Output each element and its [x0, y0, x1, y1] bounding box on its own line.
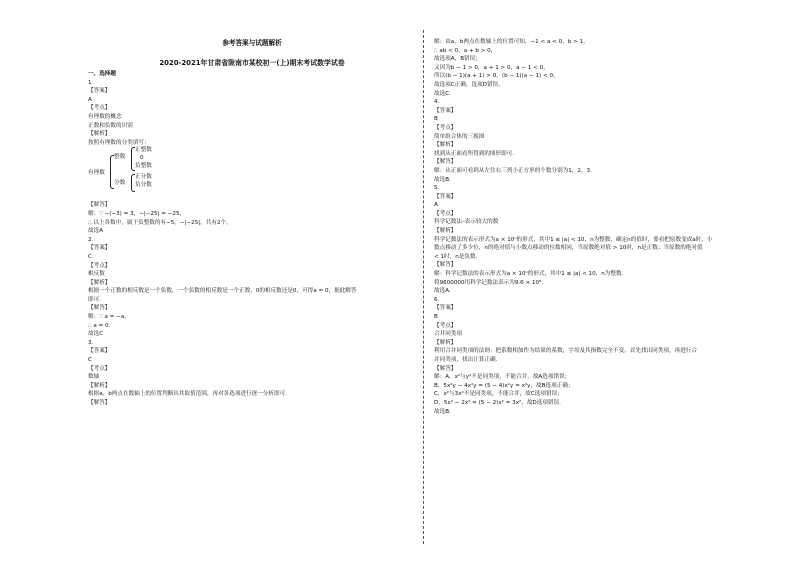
kaodian-item: 合并同类项 [434, 331, 462, 338]
answer-label: 【答案】 [434, 305, 457, 312]
jiexi-label: 【解析】 [434, 228, 457, 235]
kaodian-label: 【考点】 [434, 322, 457, 329]
tree-fraction: 分数 [114, 180, 126, 187]
left-column [88, 38, 416, 408]
kaodian-item: 相反数 [88, 271, 105, 278]
column-divider [423, 30, 424, 544]
answer-value: C [88, 253, 92, 260]
jiexi-label: 【解析】 [88, 131, 111, 138]
jieda-line: 故选C. [434, 90, 451, 97]
jiexi-text: 根据一个正数的相反数是一个负数，一个负数的相反数是一个正数，0的相反数还是0，可得a = 0，据此解答 [88, 288, 357, 295]
kaodian-label: 【考点】 [88, 105, 111, 112]
tree-leaf: 负整数 [135, 163, 152, 170]
tree-leaf: 正分数 [135, 174, 152, 181]
rational-number-classification-tree [88, 149, 416, 199]
kaodian-item: 科学记数法–表示较大的数 [434, 219, 499, 226]
jiexi-text: 根据a，b两点在数轴上的位置判断出其取值范围，再对各选项进行逐一分析即可. [88, 391, 287, 398]
answer-value: A [88, 96, 92, 103]
question-number: 2. [88, 236, 94, 243]
jiexi-label: 【解析】 [434, 339, 457, 346]
jiexi-text: 按照有理数的分类填写： [88, 139, 150, 146]
jiexi-label: 【解析】 [434, 142, 457, 149]
kaodian-item: 有理数的概念 [88, 113, 122, 120]
jieda-line: 故选项C正确，选项D错误。 [434, 81, 504, 88]
jiexi-text: 科学记数法的表示形式为a × 10ⁿ的形式，其中1 ≤ |a| < 10，n为整数，确定n的值时，要看把原数变成a时，小 [434, 236, 713, 243]
jieda-label: 【解答】 [88, 202, 111, 209]
question-number: 1. [88, 79, 94, 86]
jieda-line: D，5x² − 2x² = (5 − 2)x² = 3x²，故D选项错误. [434, 399, 561, 406]
tree-leaf: 负分数 [135, 182, 152, 189]
answer-value: A [434, 202, 438, 209]
jieda-line: ∴ a = 0. [88, 322, 111, 329]
jiexi-text: 利用合并同类项的法则：把系数相加作为结果的系数，字母及其指数完全不变，首先找出同类项，再进行合 [434, 348, 697, 355]
question-number: 6. [434, 296, 440, 303]
jiexi-label: 【解析】 [88, 382, 111, 389]
jieda-line: 解：∵ −(−3) = 3，−|−25| = −25， [88, 210, 186, 217]
kaodian-label: 【考点】 [434, 210, 457, 217]
kaodian-label: 【考点】 [88, 262, 111, 269]
jieda-line: 故选B. [434, 176, 451, 183]
tree-integer: 整数 [114, 154, 126, 161]
jieda-line: ∴ ab < 0，a + b > 0， [434, 47, 497, 54]
jieda-line: 解：由a，b两点在数轴上的位置可知，−1 < a < 0，b > 1， [434, 39, 589, 45]
jieda-line: 解：从正面可看到从左往右三列小正方形的个数分别为1，2，3. [434, 167, 592, 174]
jieda-line: 解：科学记数法的表示形式为a × 10ⁿ的形式，其中1 ≤ |a| < 10，n为整数. [434, 271, 624, 278]
jieda-line: 故选项A，B错误； [434, 56, 481, 63]
jieda-line: 故选B. [434, 408, 451, 415]
question-number: 3. [88, 339, 94, 346]
answer-label: 【答案】 [88, 245, 111, 252]
right-column [434, 38, 752, 416]
jieda-line: C，x²与3x²不是同类项，不能合并，故C选项错误； [434, 391, 563, 398]
jieda-line: 所以(b − 1)(a + 1) > 0，(b − 1)(a − 1) < 0， [434, 73, 559, 80]
jieda-line: 将9600000用科学记数法表示为9.6 × 10⁶. [434, 279, 544, 286]
jieda-line: 解：∵ a = −a， [88, 314, 130, 321]
jieda-label: 【解答】 [434, 262, 457, 269]
jiexi-text: 找到从正面看所得到的图形即可. [434, 150, 515, 157]
jieda-line: ∴ 以上各数中，属于负整数的有−5，−|−25|，共有2个。 [88, 219, 232, 226]
kaodian-item: 数轴 [88, 374, 100, 381]
jieda-label: 【解答】 [88, 400, 111, 406]
answer-label: 【答案】 [88, 88, 111, 95]
question-number: 4. [434, 99, 440, 106]
answer-value: B [434, 314, 438, 320]
jieda-label: 【解答】 [88, 305, 111, 312]
jiexi-text: < 1时，n是负数. [434, 253, 478, 260]
jieda-line: 故选A [88, 228, 104, 235]
jiexi-text: 并同类项，找出计算正确. [434, 356, 498, 363]
jieda-label: 【解答】 [434, 365, 457, 372]
jieda-line: B，5x²y − 4x²y = (5 − 4)x²y = x²y，故B选项正确； [434, 382, 574, 389]
tree-leaf: 0 [140, 155, 144, 162]
kaodian-label: 【考点】 [88, 365, 111, 372]
section-heading: 一、选择题 [88, 71, 116, 77]
jiexi-label: 【解析】 [88, 279, 111, 286]
jiexi-text: 数点移动了多少位，n的绝对值与小数点移动的位数相同，当原数绝对值 > 10时，n是正数；当原数的绝对值 [434, 245, 703, 252]
answer-value: B [434, 116, 438, 123]
question-number: 5. [434, 185, 440, 192]
kaodian-item: 简单组合体的三视图 [434, 133, 485, 140]
exam-subtitle: 2020-2021年甘肃省陇南市某校初一(上)期末考试数学试卷 [159, 59, 345, 67]
answer-value: C [88, 357, 92, 364]
answer-label: 【答案】 [434, 107, 457, 114]
jieda-line: 解：A，x²与y²不是同类项，不能合并，故A选项错误； [434, 374, 571, 381]
jieda-line: 故选A. [434, 288, 451, 295]
jieda-line: 故选C [88, 331, 104, 338]
kaodian-item: 正数和负数的识别 [88, 122, 133, 129]
jieda-label: 【解答】 [434, 159, 457, 166]
answer-label: 【答案】 [434, 193, 457, 200]
kaodian-label: 【考点】 [434, 124, 457, 131]
answer-label: 【答案】 [88, 348, 111, 355]
page-title: 参考答案与试题解析 [222, 39, 282, 47]
tree-leaf: 正整数 [135, 147, 152, 154]
jieda-line: 又因为b − 1 > 0，a + 1 > 0，a − 1 < 0， [434, 64, 549, 71]
jiexi-text: 即可. [88, 296, 101, 303]
tree-root: 有理数 [88, 170, 105, 177]
